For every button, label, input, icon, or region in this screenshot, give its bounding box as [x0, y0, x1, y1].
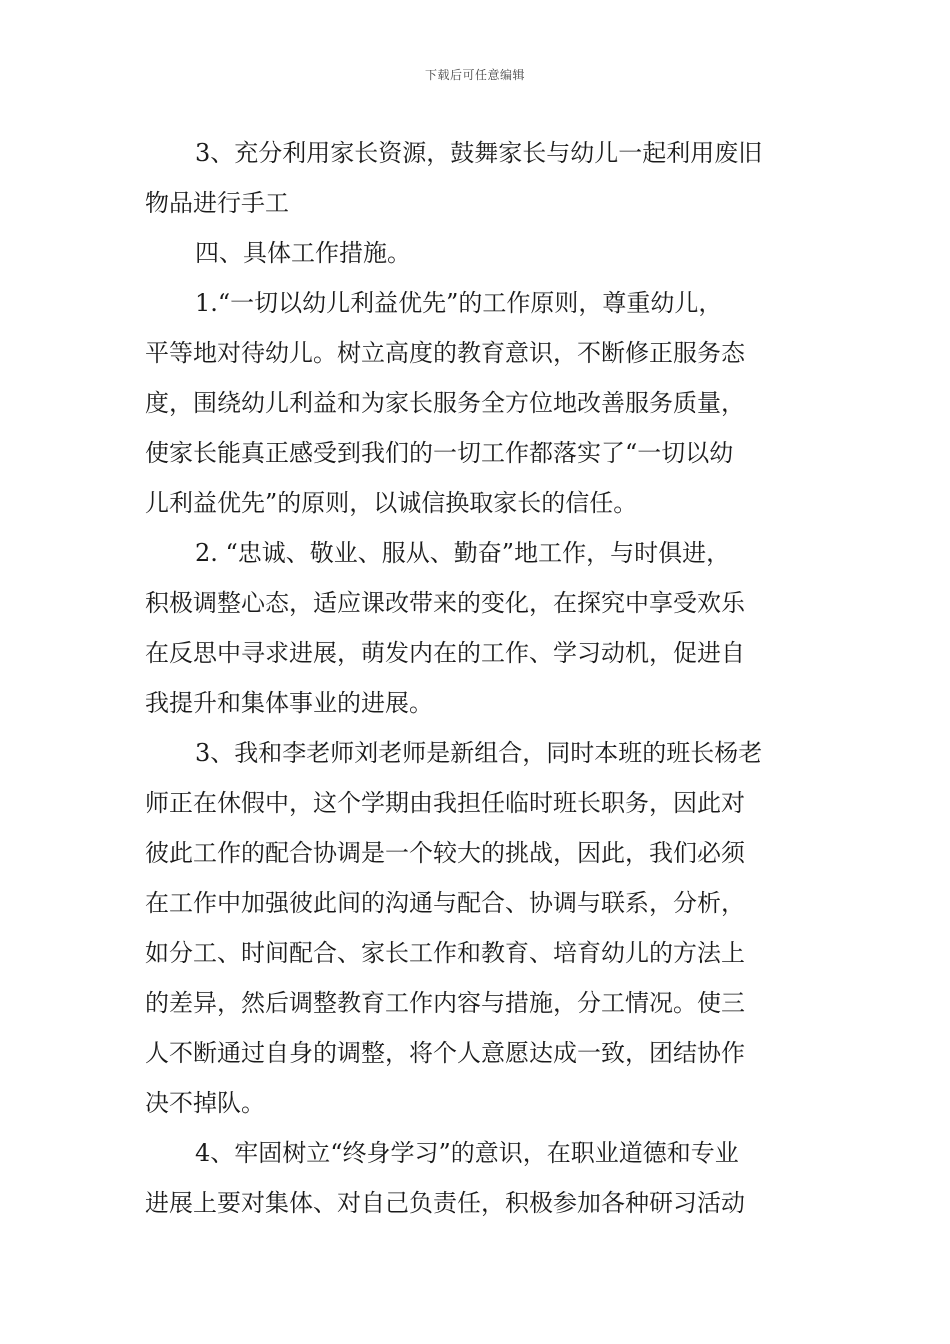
paragraph-line: 度，围绕幼儿利益和为家长服务全方位地改善服务质量， [145, 389, 745, 417]
paragraph-line: 彼此工作的配合协调是一个较大的挑战，因此，我们必须 [145, 839, 745, 867]
paragraph-line: 4、牢固树立“终身学习”的意识，在职业道德和专业 [195, 1139, 739, 1167]
paragraph-line: 3、我和李老师刘老师是新组合，同时本班的班长杨老 [195, 739, 763, 767]
paragraph-line: 1.“一切以幼儿利益优先”的工作原则，尊重幼儿， [195, 289, 723, 317]
paragraph-line: 积极调整心态，适应课改带来的变化，在探究中享受欢乐 [145, 589, 745, 617]
paragraph-line: 人不断通过自身的调整，将个人意愿达成一致，团结协作 [145, 1039, 745, 1067]
paragraph-line: 物品进行手工 [145, 189, 289, 217]
page-header: 下载后可任意编辑 [424, 68, 525, 82]
paragraph-line: 3、充分利用家长资源，鼓舞家长与幼儿一起利用废旧 [195, 139, 763, 167]
paragraph-line: 的差异，然后调整教育工作内容与措施，分工情况。使三 [145, 989, 745, 1017]
section-heading: 四、具体工作措施。 [195, 239, 411, 267]
paragraph-line: 2. “忠诚、敬业、服从、勤奋”地工作，与时俱进， [195, 539, 731, 567]
paragraph-line: 进展上要对集体、对自己负责任，积极参加各种研习活动 [145, 1189, 745, 1217]
paragraph-line: 如分工、时间配合、家长工作和教育、培育幼儿的方法上 [145, 939, 745, 967]
paragraph-line: 在工作中加强彼此间的沟通与配合、协调与联系，分析， [145, 889, 745, 917]
document-body [145, 128, 825, 1228]
paragraph-line: 平等地对待幼儿。树立高度的教育意识，不断修正服务态 [145, 339, 745, 367]
paragraph-line: 师正在休假中，这个学期由我担任临时班长职务，因此对 [145, 789, 745, 817]
paragraph-line: 儿利益优先”的原则，以诚信换取家长的信任。 [145, 489, 638, 517]
paragraph-line: 决不掉队。 [145, 1089, 265, 1117]
paragraph-line: 使家长能真正感受到我们的一切工作都落实了“一切以幼 [145, 439, 734, 467]
paragraph-line: 我提升和集体事业的进展。 [145, 689, 433, 717]
paragraph-line: 在反思中寻求进展，萌发内在的工作、学习动机，促进自 [145, 639, 745, 667]
